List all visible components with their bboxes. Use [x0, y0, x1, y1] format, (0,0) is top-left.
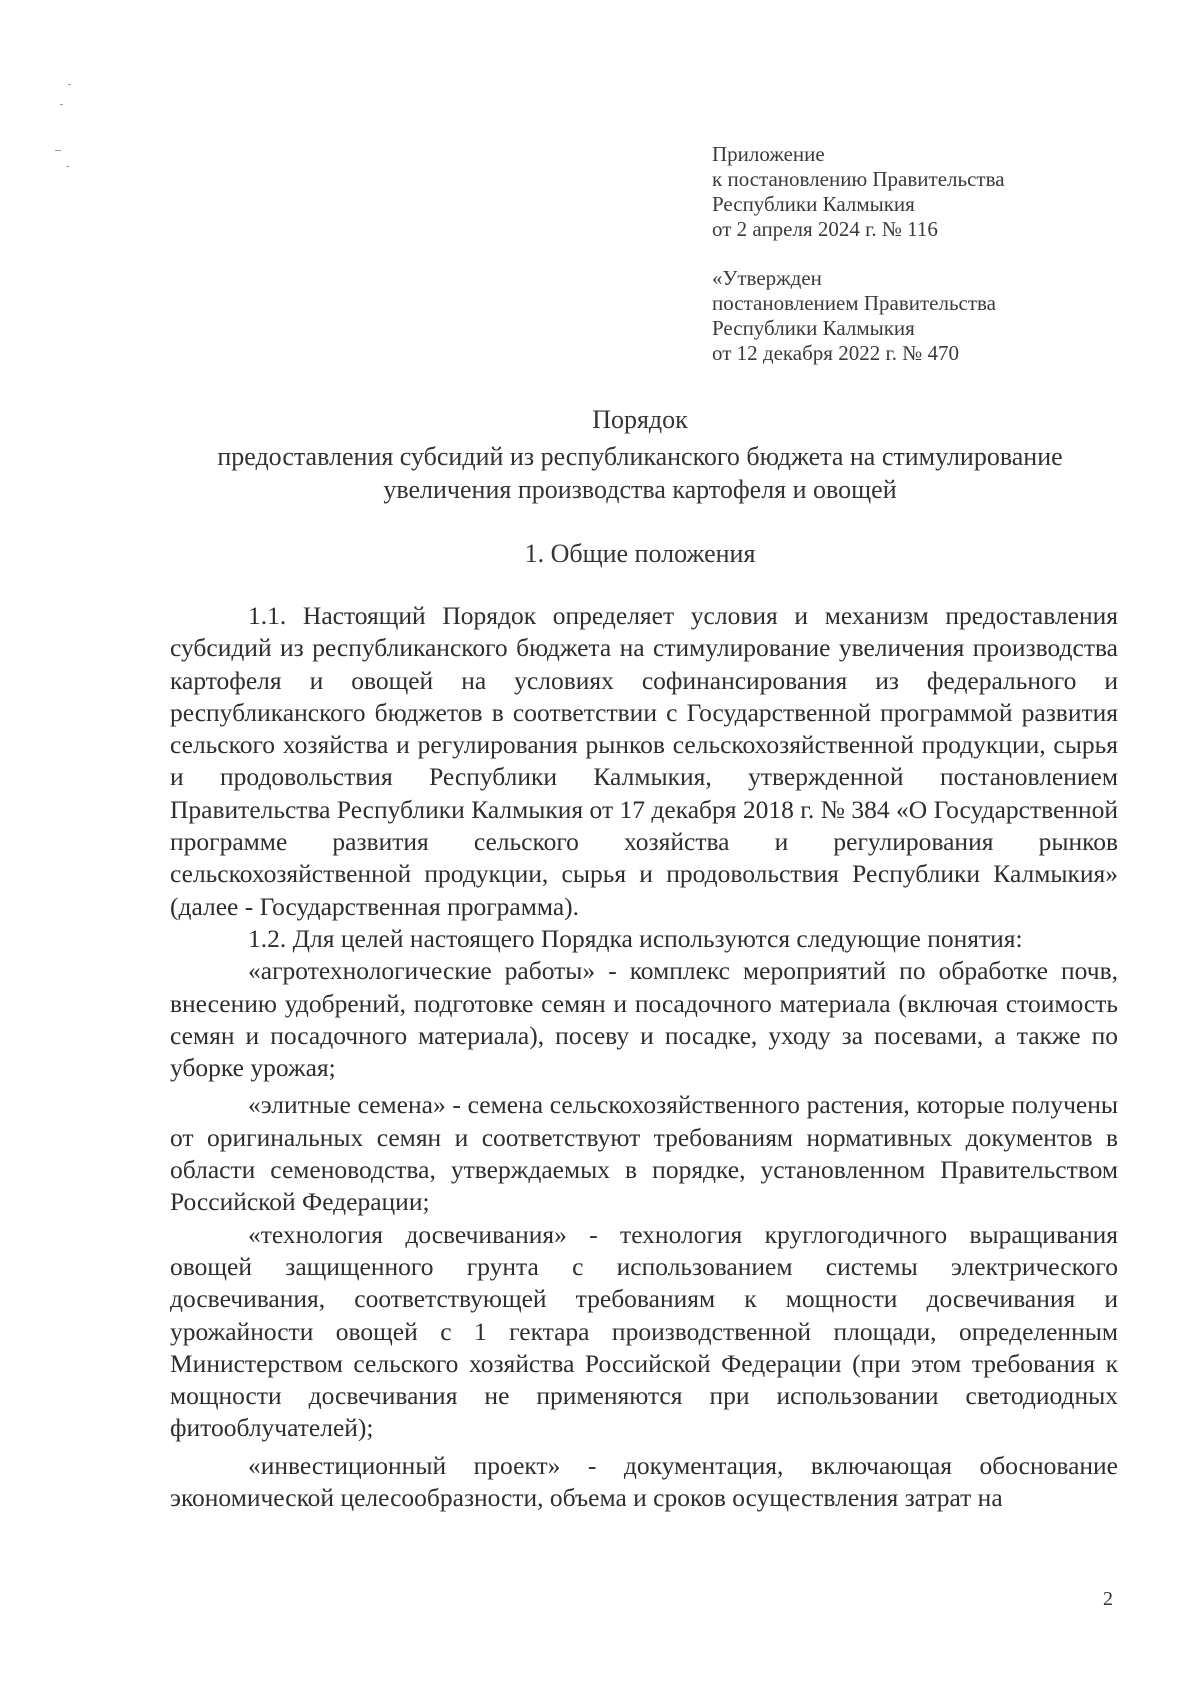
approval-line: постановлением Правительства [712, 291, 997, 315]
paragraph-1-2: 1.2. Для целей настоящего Порядка используются следующие понятия: [248, 923, 1023, 953]
document-subtitle: увеличения производства картофеля и овощей [383, 475, 897, 504]
approval-line: Республики Калмыкия [712, 316, 915, 340]
appendix-date: от 2 апреля 2024 г. № 116 [712, 217, 938, 241]
section-heading: 1. Общие положения [524, 539, 756, 568]
appendix-line: Приложение [712, 142, 825, 166]
document-title: Порядок [592, 405, 688, 434]
scan-speck [55, 150, 61, 151]
scan-speck [68, 84, 71, 85]
appendix-line: Республики Калмыкия [712, 192, 915, 216]
paragraph-1-1: 1.1. Настоящий Порядок определяет условия и механизм предоставления субсидий из республиканского бюджета на стимулирование увеличения производства картофеля и овощей на условиях софинансирования из федерального и республиканского бюджетов в соответствии с Государственной программой развития сельского хозяйства и регулирования рынков сельскохозяйственной продукции, сырья и продовольствия Республики Калмыкия, утвержденной постановлением Правительства Республики Калмыкия от 17 декабря 2018 г. № 384 «О Государственной программе развития сельского хозяйства и регулирования рынков сельскохозяйственной продукции, сырья и продовольствия Республики Калмыкия» (далее - Государственная программа). [170, 601, 1118, 921]
definition-elite-seeds: «элитные семена» - семена сельскохозяйственного растения, которые получены от оригинальных семян и соответствуют требованиям нормативных документов в области семеноводства, утверждаемых в порядке, установленном Правительством Российской Федерации; [170, 1090, 1118, 1217]
scan-speck [66, 166, 69, 167]
document-subtitle: предоставления субсидий из республиканского бюджета на стимулирование [217, 442, 1063, 471]
scan-speck [60, 104, 63, 105]
approval-date: от 12 декабря 2022 г. № 470 [712, 341, 959, 365]
approval-stamp [712, 266, 996, 366]
definition-supplementary-lighting: «технология досвечивания» - технология круглогодичного выращивания овощей защищенного грунта с использованием системы электрического досвечивания, соответствующей требованиям к мощности досвечивания и урожайности овощей с 1 гектара производственной площади, определенным Министерством сельского хозяйства Российской Федерации (при этом требования к мощности досвечивания не применяются при использовании светодиодных фитооблучателей); [170, 1219, 1118, 1443]
definition-investment-project: «инвестиционный проект» - документация, включающая обоснование экономической целесообразности, объема и сроков осуществления затрат на [170, 1450, 1118, 1513]
definition-agrotechnological-works: «агротехнологические работы» - комплекс мероприятий по обработке почв, внесению удобрений, подготовке семян и посадочного материала (включая стоимость семян и посадочного материала), посеву и посадке, уходу за посевами, а также по уборке урожая; [170, 956, 1118, 1083]
document-body [170, 600, 1118, 1514]
appendix-reference [712, 142, 1005, 242]
appendix-line: к постановлению Правительства [712, 167, 1005, 191]
approval-line: «Утвержден [712, 266, 822, 290]
page-number: 2 [1103, 1588, 1113, 1610]
